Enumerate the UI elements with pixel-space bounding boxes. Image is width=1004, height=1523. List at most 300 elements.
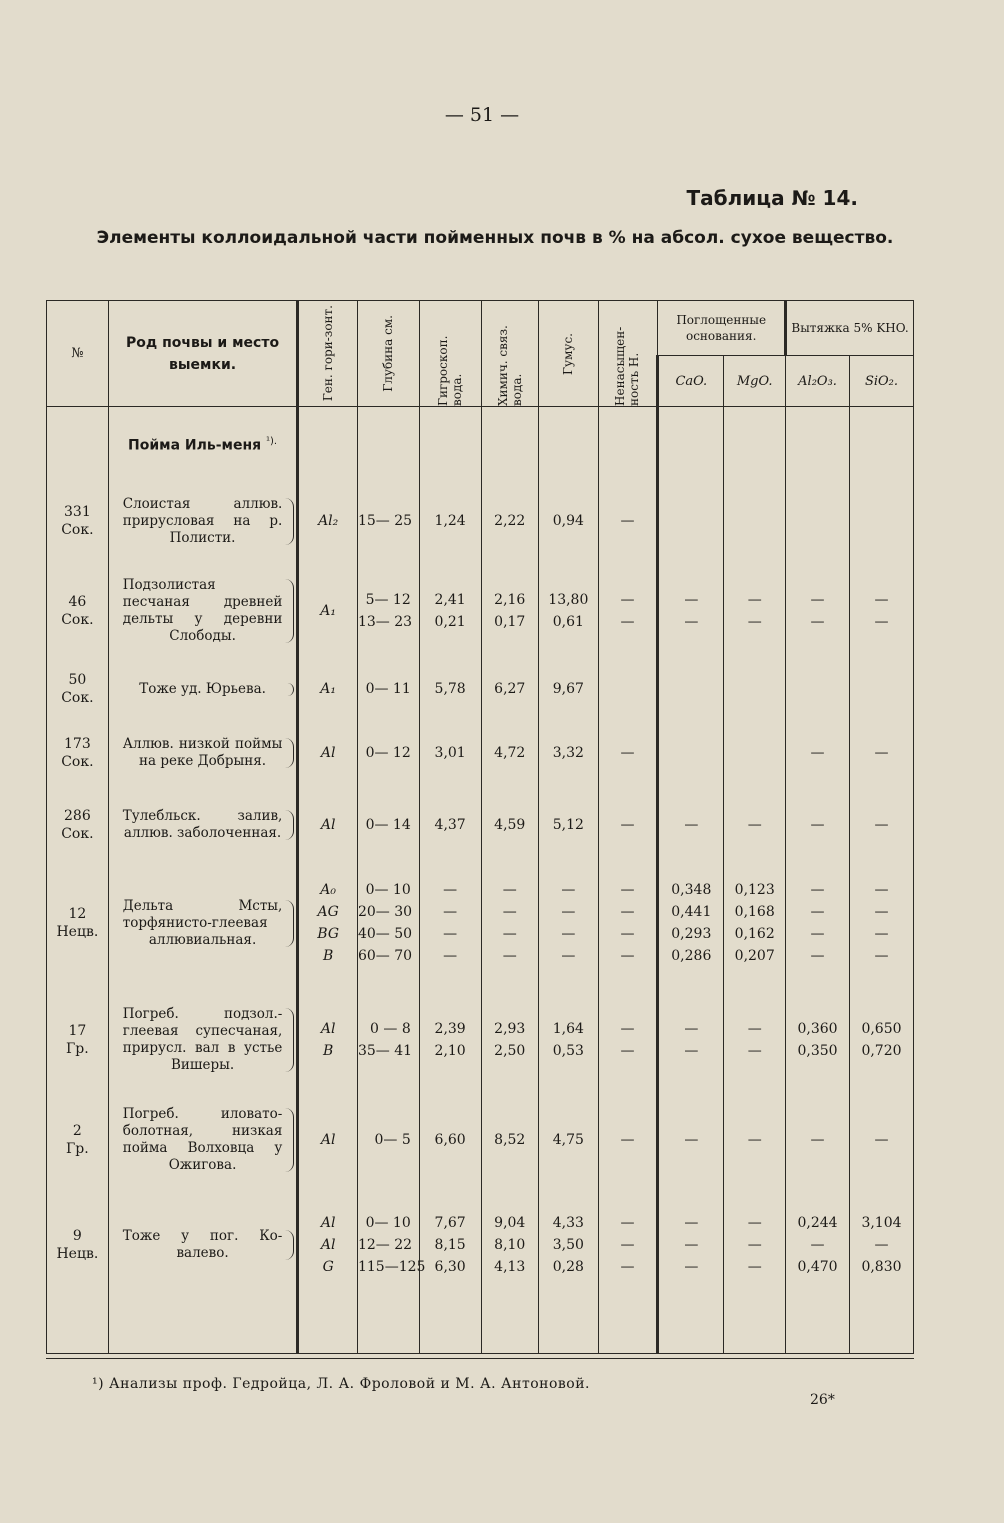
humus-value: 3,32	[552, 745, 584, 761]
table-body	[47, 407, 914, 1354]
sample-id: 9	[72, 1228, 82, 1244]
table-row	[47, 481, 914, 561]
al2o3-value: —	[810, 745, 825, 761]
table-row	[47, 561, 914, 661]
soil-description-cell	[108, 1095, 298, 1185]
al2o3-value: 0,470	[797, 1259, 838, 1275]
al2o3-cell	[786, 789, 850, 861]
signature-mark: 26*	[810, 1392, 835, 1408]
depth-value: 35— 41	[357, 1043, 413, 1059]
sample-site: Сок.	[61, 754, 94, 770]
header-soil: Род почвы и место выемки.	[108, 301, 298, 407]
chem-cell	[481, 717, 539, 789]
nenas-cell	[598, 561, 658, 661]
humus-value: 9,67	[552, 681, 584, 697]
hygro-value: 8,15	[434, 1237, 466, 1253]
nenas-value: —	[620, 904, 635, 920]
chem-value: 4,59	[494, 817, 526, 833]
sio2-value: 3,104	[861, 1215, 902, 1231]
nenas-cell	[598, 717, 658, 789]
chem-cell	[481, 985, 539, 1095]
table-row	[47, 661, 914, 717]
soil-description-cell	[108, 717, 298, 789]
header-mgo: MgO.	[724, 356, 786, 407]
nenas-value: —	[620, 513, 635, 529]
sio2-cell	[850, 661, 914, 717]
soil-description: Тоже уд. Юрьева.	[139, 680, 266, 697]
chem-cell	[481, 561, 539, 661]
al2o3-value: —	[810, 926, 825, 942]
cao-value: 0,286	[671, 948, 712, 964]
nenas-value: —	[620, 1259, 635, 1275]
sio2-value: —	[874, 904, 889, 920]
brace-mark	[285, 579, 294, 643]
humus-value: 4,33	[552, 1215, 584, 1231]
sample-id: 286	[64, 808, 91, 824]
mgo-value: —	[747, 1215, 762, 1231]
horizon-value: BG	[317, 926, 340, 942]
cao-value: —	[684, 614, 699, 630]
horizon-value: Al	[320, 1021, 336, 1037]
cao-value: 0,348	[671, 882, 712, 898]
cao-value	[659, 742, 723, 764]
chem-value: 2,22	[494, 513, 526, 529]
depth-cell	[357, 561, 419, 661]
al2o3-value	[786, 678, 849, 700]
section-title: Пойма Иль-меня $^{^1).}$	[127, 436, 278, 454]
humus-value: 0,94	[552, 513, 584, 529]
sample-id: 12	[68, 906, 87, 922]
header-extract: Вытяжка 5% KHO.	[786, 301, 914, 356]
sio2-cell	[850, 861, 914, 985]
chem-value: 4,72	[494, 745, 526, 761]
brace-mark	[285, 1008, 294, 1072]
hygro-cell	[419, 717, 481, 789]
horizon-value: Al	[320, 1215, 336, 1231]
al2o3-cell	[786, 861, 850, 985]
soil-description: Погреб. иловато-болотная, низкая пойма Волховца у Ожигова.	[122, 1106, 283, 1173]
data-table	[46, 300, 914, 1354]
hygro-value: 2,10	[434, 1043, 466, 1059]
nenas-value: —	[620, 614, 635, 630]
depth-value: 0 — 8	[370, 1021, 411, 1037]
brace-mark	[285, 1108, 294, 1172]
cao-cell	[658, 717, 724, 789]
table-label: Таблица № 14.	[686, 186, 858, 210]
nenas-value: —	[620, 817, 635, 833]
al2o3-cell	[786, 1185, 850, 1305]
mgo-value: 0,123	[734, 882, 775, 898]
brace-mark	[285, 900, 294, 947]
header-absorbed: Поглощенные основания.	[658, 301, 786, 356]
sample-id: 46	[68, 594, 87, 610]
soil-description: Слоистая аллюв. прирусловая на р. Полисти.	[122, 495, 283, 546]
page-number: — 51 —	[444, 104, 520, 126]
sample-site: Нецв.	[56, 1246, 99, 1262]
brace-mark	[285, 1230, 294, 1260]
soil-description-cell	[108, 1185, 298, 1305]
header-al2o3: Al₂O₃.	[786, 356, 850, 407]
humus-value: 0,28	[552, 1259, 584, 1275]
horizon-cell	[298, 661, 358, 717]
soil-description-cell	[108, 985, 298, 1095]
nenas-value: —	[620, 1043, 635, 1059]
sio2-cell	[850, 1185, 914, 1305]
horizon-value: G	[322, 1259, 334, 1275]
chem-value: 2,50	[494, 1043, 526, 1059]
mgo-cell	[724, 481, 786, 561]
hygro-value: 7,67	[434, 1215, 466, 1231]
hygro-value: —	[443, 926, 458, 942]
mgo-cell	[724, 717, 786, 789]
nenas-value: —	[620, 1132, 635, 1148]
nenas-value: —	[620, 948, 635, 964]
header-chem: Химич. связ. вода.	[481, 301, 539, 407]
mgo-cell	[724, 561, 786, 661]
depth-value: 115—125	[357, 1259, 426, 1275]
sio2-value: —	[874, 926, 889, 942]
soil-description-cell	[108, 481, 298, 561]
hygro-value: 3,01	[434, 745, 466, 761]
sio2-value	[850, 678, 913, 700]
humus-value: —	[561, 882, 576, 898]
chem-value: 8,10	[494, 1237, 526, 1253]
depth-value: 0— 10	[365, 882, 411, 898]
sample-site: Сок.	[61, 826, 94, 842]
chem-value: —	[502, 904, 517, 920]
sample-site: Нецв.	[56, 924, 99, 940]
depth-value: 0— 5	[374, 1132, 411, 1148]
mgo-value: —	[747, 1021, 762, 1037]
humus-cell	[539, 1185, 599, 1305]
horizon-cell	[298, 561, 358, 661]
al2o3-value: 0,350	[797, 1043, 838, 1059]
humus-value: —	[561, 948, 576, 964]
header-horizon: Ген. гори-зонт.	[298, 301, 358, 407]
soil-description-cell	[108, 661, 298, 717]
cao-cell	[658, 789, 724, 861]
cao-cell	[658, 1095, 724, 1185]
sample-site: Гр.	[66, 1141, 89, 1157]
chem-value: 2,16	[494, 592, 526, 608]
chem-value: 9,04	[494, 1215, 526, 1231]
al2o3-value: —	[810, 882, 825, 898]
al2o3-value: —	[810, 592, 825, 608]
sample-number	[47, 1095, 109, 1185]
cao-value: —	[684, 592, 699, 608]
table-row	[47, 717, 914, 789]
hygro-value: 6,60	[434, 1132, 466, 1148]
sio2-value: —	[874, 1132, 889, 1148]
mgo-cell	[724, 861, 786, 985]
al2o3-cell	[786, 985, 850, 1095]
depth-value: 13— 23	[357, 614, 413, 630]
sio2-value: —	[874, 745, 889, 761]
nenas-value	[599, 678, 657, 700]
hygro-cell	[419, 561, 481, 661]
header-cao: CaO.	[658, 356, 724, 407]
cao-cell	[658, 861, 724, 985]
humus-value: 5,12	[552, 817, 584, 833]
humus-cell	[539, 789, 599, 861]
humus-cell	[539, 985, 599, 1095]
sample-number	[47, 861, 109, 985]
mgo-value: —	[747, 614, 762, 630]
mgo-value: —	[747, 592, 762, 608]
nenas-value: —	[620, 1237, 635, 1253]
horizon-value: Al₂	[318, 513, 339, 529]
mgo-value: —	[747, 817, 762, 833]
sample-site: Сок.	[61, 612, 94, 628]
al2o3-value: —	[810, 948, 825, 964]
hygro-value: 6,30	[434, 1259, 466, 1275]
hygro-value: 2,41	[434, 592, 466, 608]
soil-description: Подзолистая песчаная древней дельты у деревни Слободы.	[122, 577, 283, 644]
sample-number	[47, 481, 109, 561]
soil-description: Аллюв. низкой поймы на реке Добрыня.	[122, 736, 283, 769]
brace-mark	[285, 498, 294, 545]
mgo-value: —	[747, 1132, 762, 1148]
humus-value: —	[561, 904, 576, 920]
mgo-value	[724, 510, 785, 532]
horizon-cell	[298, 985, 358, 1095]
hygro-cell	[419, 661, 481, 717]
sample-number	[47, 789, 109, 861]
cao-value: —	[684, 1259, 699, 1275]
depth-cell	[357, 1185, 426, 1305]
brace-mark	[285, 683, 294, 696]
header-num: №	[47, 301, 109, 407]
sample-number	[47, 661, 109, 717]
nenas-value: —	[620, 926, 635, 942]
sio2-value: —	[874, 948, 889, 964]
mgo-value: —	[747, 1259, 762, 1275]
table-row	[47, 861, 914, 985]
cao-cell	[658, 1185, 724, 1305]
depth-value: 60— 70	[357, 948, 413, 964]
horizon-value: Al	[320, 745, 336, 761]
sio2-value: —	[874, 882, 889, 898]
filler-row	[47, 1305, 914, 1354]
sample-number	[47, 985, 109, 1095]
horizon-cell	[298, 717, 358, 789]
sio2-cell	[850, 789, 914, 861]
al2o3-value: 0,244	[797, 1215, 838, 1231]
depth-value: 40— 50	[357, 926, 413, 942]
depth-value: 5— 12	[365, 592, 411, 608]
nenas-cell	[598, 481, 658, 561]
al2o3-cell	[786, 481, 850, 561]
mgo-cell	[724, 1185, 786, 1305]
nenas-cell	[598, 1185, 658, 1305]
hygro-cell	[419, 1095, 481, 1185]
al2o3-cell	[786, 717, 850, 789]
cao-value	[659, 510, 723, 532]
sio2-cell	[850, 717, 914, 789]
depth-cell	[357, 717, 419, 789]
al2o3-cell	[786, 661, 850, 717]
al2o3-value: —	[810, 1237, 825, 1253]
sio2-cell	[850, 481, 914, 561]
chem-value: 6,27	[494, 681, 526, 697]
table-row	[47, 1095, 914, 1185]
sample-number	[47, 1185, 109, 1305]
cao-cell	[658, 661, 724, 717]
sample-id: 331	[64, 504, 91, 520]
sio2-cell	[850, 561, 914, 661]
section-row	[47, 407, 914, 482]
header-hygro: Гигроскоп. вода.	[419, 301, 481, 407]
chem-value: —	[502, 882, 517, 898]
chem-value: 4,13	[494, 1259, 526, 1275]
sample-id: 17	[68, 1023, 87, 1039]
depth-value: 20— 30	[357, 904, 413, 920]
sio2-value: —	[874, 614, 889, 630]
cao-value: 0,293	[671, 926, 712, 942]
nenas-value: —	[620, 745, 635, 761]
horizon-value: AG	[317, 904, 339, 920]
brace-mark	[285, 810, 294, 840]
nenas-value: —	[620, 592, 635, 608]
cao-value: —	[684, 1237, 699, 1253]
sample-id: 2	[72, 1123, 82, 1139]
nenas-cell	[598, 1095, 658, 1185]
cao-value: —	[684, 817, 699, 833]
humus-cell	[539, 861, 599, 985]
al2o3-value: 0,360	[797, 1021, 838, 1037]
al2o3-value	[786, 510, 849, 532]
sample-number	[47, 561, 109, 661]
sio2-value: 0,720	[861, 1043, 902, 1059]
al2o3-value: —	[810, 904, 825, 920]
depth-cell	[357, 1095, 419, 1185]
soil-description: Тоже у пог. Ко-валево.	[122, 1228, 283, 1261]
mgo-value: 0,162	[734, 926, 775, 942]
hygro-value: 2,39	[434, 1021, 466, 1037]
cao-value: —	[684, 1132, 699, 1148]
humus-value: 13,80	[548, 592, 589, 608]
chem-value: 0,17	[494, 614, 526, 630]
soil-description-cell	[108, 789, 298, 861]
humus-value: 1,64	[552, 1021, 584, 1037]
chem-cell	[481, 1185, 539, 1305]
al2o3-value: —	[810, 817, 825, 833]
humus-value: 0,61	[552, 614, 584, 630]
hygro-value: —	[443, 948, 458, 964]
depth-cell	[357, 985, 419, 1095]
depth-cell	[357, 661, 419, 717]
chem-value: 2,93	[494, 1021, 526, 1037]
horizon-cell	[298, 861, 358, 985]
mgo-value: —	[747, 1043, 762, 1059]
footnote: ¹) Анализы проф. Гедройца, Л. А. Фроловой и М. А. Антоновой.	[92, 1376, 590, 1392]
humus-value: 3,50	[552, 1237, 584, 1253]
chem-value: 8,52	[494, 1132, 526, 1148]
mgo-cell	[724, 661, 786, 717]
al2o3-cell	[786, 1095, 850, 1185]
sio2-value: 0,830	[861, 1259, 902, 1275]
cao-value: —	[684, 1215, 699, 1231]
humus-cell	[539, 717, 599, 789]
hygro-cell	[419, 861, 481, 985]
sample-id: 173	[64, 736, 91, 752]
nenas-value: —	[620, 1021, 635, 1037]
depth-value: 15— 25	[357, 513, 413, 529]
hygro-cell	[419, 789, 481, 861]
hygro-value: —	[443, 904, 458, 920]
mgo-value: —	[747, 1237, 762, 1253]
chem-cell	[481, 1095, 539, 1185]
table-row	[47, 985, 914, 1095]
horizon-value: A₁	[320, 603, 337, 619]
chem-cell	[481, 861, 539, 985]
soil-description-cell	[108, 561, 298, 661]
horizon-value: A₀	[320, 882, 337, 898]
cao-cell	[658, 561, 724, 661]
nenas-value: —	[620, 1215, 635, 1231]
hygro-value: 5,78	[434, 681, 466, 697]
horizon-value: B	[323, 1043, 334, 1059]
hygro-value: 4,37	[434, 817, 466, 833]
cao-value: 0,441	[671, 904, 712, 920]
horizon-cell	[298, 1095, 358, 1185]
table-row	[47, 789, 914, 861]
header-humus: Гумус.	[539, 301, 599, 407]
sample-site: Сок.	[61, 690, 94, 706]
humus-value: 4,75	[552, 1132, 584, 1148]
mgo-value: 0,207	[734, 948, 775, 964]
humus-value: 0,53	[552, 1043, 584, 1059]
horizon-value: Al	[320, 817, 336, 833]
nenas-cell	[598, 985, 658, 1095]
table-title: Элементы коллоидальной части пойменных почв в % на абсол. сухое вещество.	[96, 228, 894, 248]
depth-value: 12— 22	[357, 1237, 413, 1253]
chem-cell	[481, 661, 539, 717]
soil-description: Дельта Мсты, торфянисто-глеевая аллювиальная.	[122, 897, 283, 948]
mgo-value	[724, 742, 785, 764]
mgo-cell	[724, 1095, 786, 1185]
brace-mark	[285, 738, 294, 768]
sio2-value: —	[874, 817, 889, 833]
mgo-value	[724, 678, 785, 700]
header-depth: Глубина см.	[357, 301, 419, 407]
mgo-cell	[724, 985, 786, 1095]
humus-cell	[539, 481, 599, 561]
sample-site: Гр.	[66, 1041, 89, 1057]
horizon-cell	[298, 481, 358, 561]
horizon-value: Al	[320, 1237, 336, 1253]
horizon-cell	[298, 1185, 358, 1305]
humus-cell	[539, 661, 599, 717]
footnote-rule	[46, 1358, 914, 1359]
header-nenas: Ненасыщен-ность H.	[598, 301, 658, 407]
nenas-cell	[598, 661, 658, 717]
soil-description-cell	[108, 861, 298, 985]
sio2-value: —	[874, 592, 889, 608]
depth-value: 0— 10	[365, 1215, 411, 1231]
humus-cell	[539, 1095, 599, 1185]
sio2-cell	[850, 985, 914, 1095]
al2o3-value: —	[810, 614, 825, 630]
hygro-cell	[419, 1185, 481, 1305]
nenas-cell	[598, 789, 658, 861]
cao-value	[659, 678, 723, 700]
soil-description: Погреб. подзол.-глеевая супесчаная, прирусл. вал в устье Вишеры.	[122, 1006, 283, 1073]
sio2-cell	[850, 1095, 914, 1185]
depth-cell	[357, 861, 419, 985]
sample-id: 50	[68, 672, 87, 688]
hygro-value: 1,24	[434, 513, 466, 529]
